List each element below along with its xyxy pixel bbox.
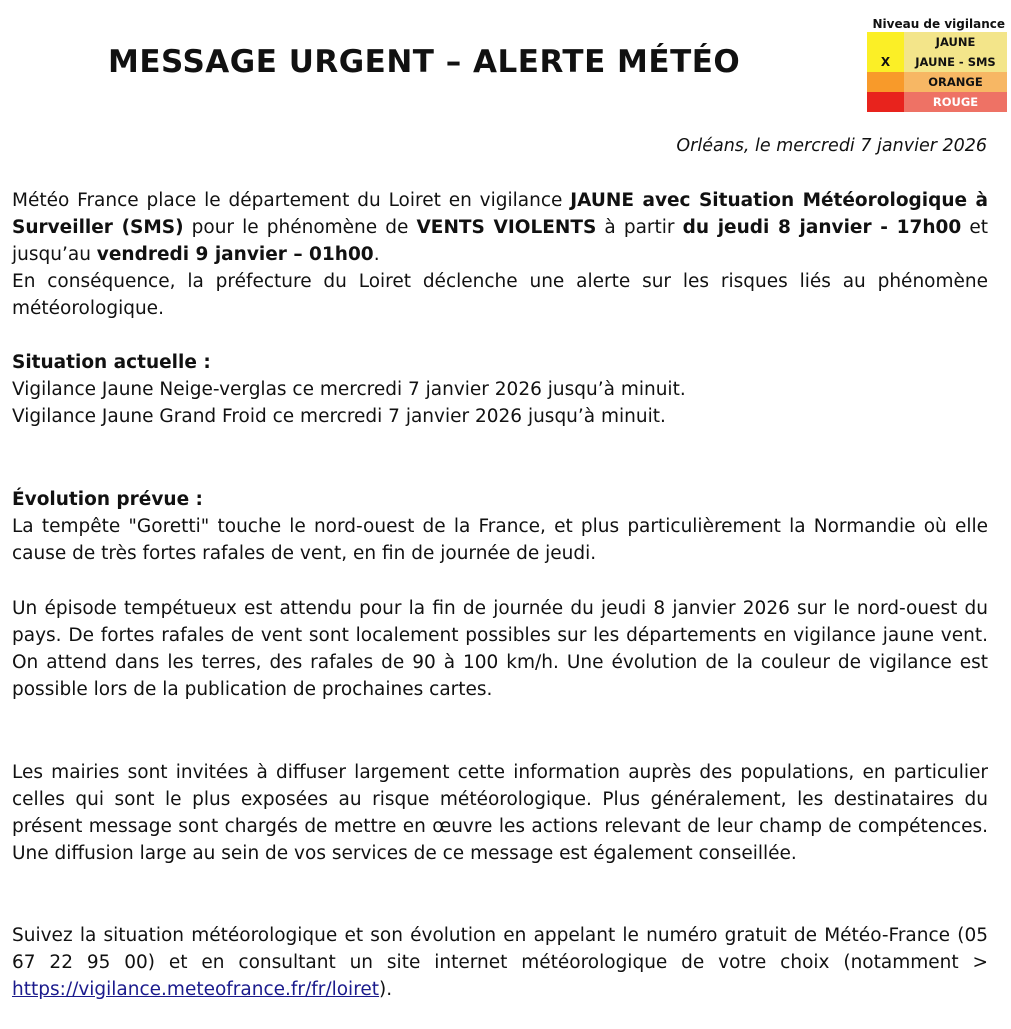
intro-text: et jusqu’au bbox=[12, 217, 988, 265]
page-title: MESSAGE URGENT – ALERTE MÉTÉO bbox=[108, 44, 741, 80]
legend-mark bbox=[867, 32, 904, 52]
document-date: Orléans, le mercredi 7 janvier 2026 bbox=[676, 136, 987, 156]
legend-title: Niveau de vigilance bbox=[872, 17, 1005, 31]
start-time-text: du jeudi 8 janvier - 17h00 bbox=[682, 217, 962, 238]
legend-label: ROUGE bbox=[904, 92, 1007, 112]
contact-text: ). bbox=[379, 979, 393, 1000]
legend-row-rouge bbox=[867, 92, 1007, 112]
intro-paragraph bbox=[12, 187, 988, 268]
legend-row-orange bbox=[867, 72, 1007, 92]
vigilance-link[interactable]: https://vigilance.meteofrance.fr/fr/loiret bbox=[12, 979, 380, 1000]
legend-label: JAUNE bbox=[904, 32, 1007, 52]
vigilance-level-text: JAUNE avec Situation Météorologique à Surveiller (SMS) bbox=[12, 190, 988, 238]
legend-row-jaune-sms bbox=[867, 52, 1007, 72]
legend-row-jaune bbox=[867, 32, 1007, 52]
consequence-paragraph: En conséquence, la préfecture du Loiret déclenche une alerte sur les risques liés au phénomène météorologique. bbox=[12, 271, 988, 319]
legend-label: ORANGE bbox=[904, 72, 1007, 92]
legend-mark-selected: X bbox=[867, 52, 904, 72]
evolution-heading: Évolution prévue : bbox=[12, 489, 203, 510]
contact-text: Suivez la situation météorologique et son évolution en appelant le numéro gratuit de Météo-France (05 67 22 95 00) et en consultant un site internet météorologique de votre choix (notamment > bbox=[12, 925, 988, 973]
legend-mark bbox=[867, 72, 904, 92]
intro-text: Météo France place le département du Loiret en vigilance bbox=[12, 190, 571, 211]
legend-label: JAUNE - SMS bbox=[904, 52, 1007, 72]
intro-text: pour le phénomène de bbox=[183, 217, 417, 238]
intro-text: . bbox=[373, 244, 380, 265]
instructions-paragraph: Les mairies sont invitées à diffuser largement cette information auprès des populations, en particulier celles qui sont le plus exposées au risque météorologique. Plus généralement, les destinataires du présent message sont chargés de mettre en œuvre les actions relevant de leur champ de compétences. Une diffusion large au sein de vos services de ce message est également conseillée. bbox=[12, 762, 988, 864]
intro-text: à partir bbox=[596, 217, 683, 238]
legend-mark bbox=[867, 92, 904, 112]
forecast-paragraph: Un épisode tempétueux est attendu pour la fin de journée du jeudi 8 janvier 2026 sur le nord-ouest du pays. De fortes rafales de vent sont localement possibles sur les départements en vigilance jaune vent. On attend dans les terres, des rafales de 90 à 100 km/h. Une évolution de la couleur de vigilance est possible lors de la publication de prochaines cartes. bbox=[12, 598, 988, 700]
situation-heading: Situation actuelle : bbox=[12, 352, 211, 373]
situation-line: Vigilance Jaune Neige-verglas ce mercredi 7 janvier 2026 jusqu’à minuit. bbox=[12, 379, 686, 400]
vigilance-legend bbox=[867, 16, 1007, 112]
contact-paragraph bbox=[12, 922, 988, 1003]
phenomenon-text: VENTS VIOLENTS bbox=[416, 217, 597, 238]
evolution-paragraph: La tempête "Goretti" touche le nord-ouest de la France, et plus particulièrement la Normandie où elle cause de très fortes rafales de vent, en fin de journée de jeudi. bbox=[12, 516, 988, 564]
situation-line: Vigilance Jaune Grand Froid ce mercredi 7 janvier 2026 jusqu’à minuit. bbox=[12, 406, 666, 427]
end-time-text: vendredi 9 janvier – 01h00 bbox=[96, 244, 374, 265]
